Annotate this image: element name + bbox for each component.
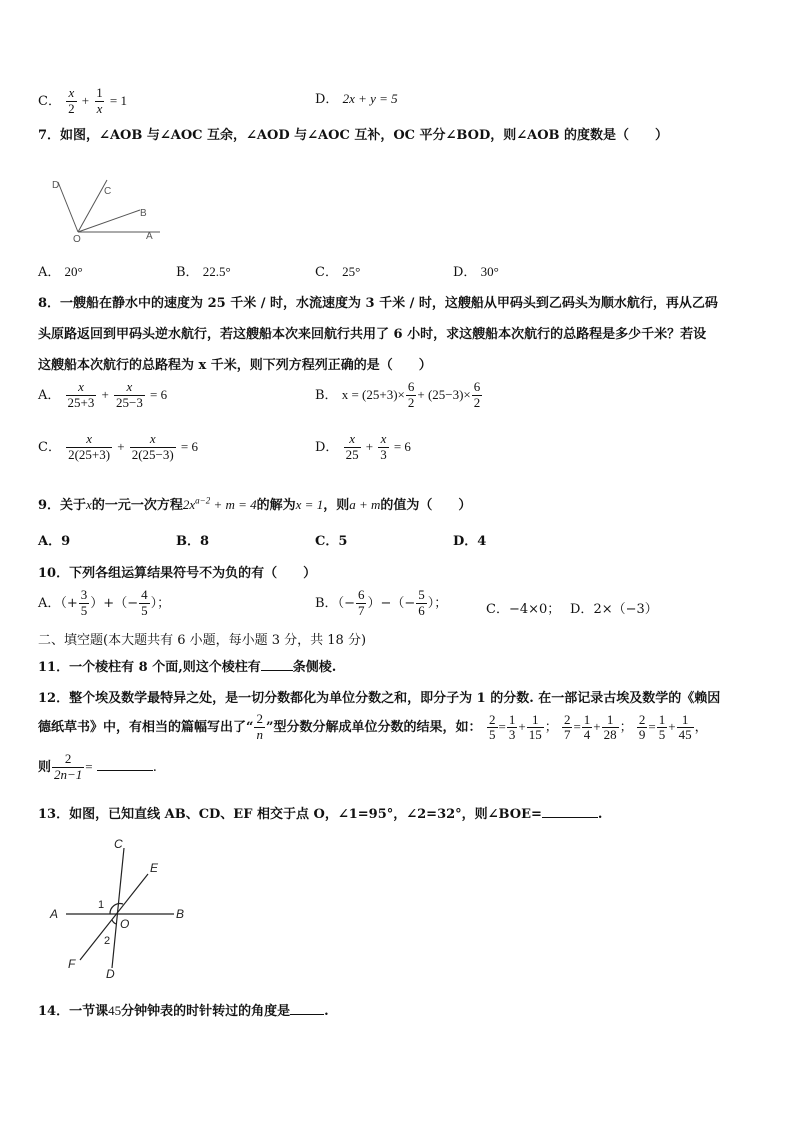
q8-stem-line2: 头原路返回到甲码头逆水航行，若这艘船本次来回航行共用了 6 小时，求这艘船本次航行的总路程是多少千米？若设 [38,327,707,342]
fraction: $\frac{1}{x}$ [96,85,103,116]
q7-option-c: C． 25° [315,264,361,280]
q9-stem: 9．关于x的一元一次方程$2x^{a-2} + m = 4$的解为x = 1，则a + m的值为（ ） [38,495,472,513]
answer-blank[interactable] [290,1014,324,1015]
q6-option-c: C． $\frac{x}{2}$ + $\frac{1}{x}$ = 1 [38,85,127,116]
q8-option-d: D． $\frac{x}{25}$ + $\frac{x}{3}$ = 6 [315,431,411,462]
label-a: A [146,231,153,242]
angle-1-label: 1 [98,899,105,911]
label-o: O [120,917,130,931]
label-e: E [150,861,159,875]
q7-stem: 7．如图，∠AOB 与∠AOC 互余，∠AOD 与∠AOC 互补，OC 平分∠BOD，则∠AOB 的度数是（ ） [38,128,669,143]
q10-stem: 10．下列各组运算结果符号不为负的有（ ） [38,566,317,581]
label-d: D [106,967,115,981]
q12-stem-line2: 德纸草书》中，有相当的篇幅写出了“ $\frac{2}{n}$ ”型分数分解成单位分数的结果，如： $\frac{2}{5}$ = $\frac{1}{3}$ + $\frac{1}{15}$ ； $\frac{2}{7}$ = $\frac{1}{4}$ + $\frac{1}{28}$ ； $\frac{2}{9}$ = $\frac{1}{5}$ + $\frac{1}{45}$ ， [38,711,708,743]
q10-option-d: D．2×（−3） [570,602,658,617]
q10-option-a: A．（+ $\frac{3}{5}$ ）+（− $\frac{4}{5}$ ）； [38,587,171,618]
label-c: C [114,837,123,851]
q6-option-d: D． 2x + y = 5 [315,91,398,107]
label-b: B [140,208,147,219]
label-a: A [50,907,59,921]
q13-stem: 13．如图，已知直线 AB、CD、EF 相交于点 O，∠1=95°，∠2=32°，则∠BOE= . [38,807,603,822]
label-b: B [176,907,185,921]
label-d: D [52,180,60,191]
example-1: $\frac{2}{5}$ = $\frac{1}{3}$ + $\frac{1}{15}$ ； [489,711,561,743]
answer-blank[interactable] [542,817,598,818]
q8-option-c: C． $\frac{x}{2(25+3)}$ + $\frac{x}{2(25-3)}$ = 6 [38,431,198,462]
answer-blank[interactable] [97,770,153,771]
q9-option-a: A．9 [38,534,71,549]
fraction: $\frac{x}{2}$ [68,85,75,116]
label-f: F [68,957,76,971]
q8-option-b: B． x = (25+3)× $\frac{6}{2}$ + (25−3)× $\frac{6}{2}$ [315,379,481,410]
q10-option-c: C．−4×0； [486,602,561,617]
q7-option-d: D． 30° [453,264,499,280]
q7-option-a: A． 20° [38,264,83,280]
q12-stem-line3: 则 $\frac{2}{2n-1}$ = . [38,751,157,782]
label-o: O [73,234,81,244]
q11-stem: 11．一个棱柱有 8 个面,则这个棱柱有 条侧棱. [38,660,337,675]
q9-option-c: C．5 [315,534,348,549]
label-c: C [104,186,112,197]
example-2: $\frac{2}{7}$ = $\frac{1}{4}$ + $\frac{1}{28}$ ； [563,711,636,743]
q8-stem-line1: 8．一艘船在静水中的速度为 25 千米 / 时，水流速度为 3 千米 / 时，这艘船从甲码头到乙码头为顺水航行，再从乙码 [38,296,718,311]
q14-stem: 14．一节课45分钟钟表的时针转过的角度是 . [38,1003,329,1019]
q9-option-b: B．8 [176,534,210,549]
example-3: $\frac{2}{9}$ = $\frac{1}{5}$ + $\frac{1}{45}$ ， [638,711,708,743]
q9-option-d: D．4 [453,534,487,549]
q7-option-b: B． 22.5° [176,264,231,280]
q8-stem-line3: 这艘船本次航行的总路程为 x 千米，则下列方程列正确的是（ ） [38,358,432,373]
section-title: 二、填空题(本大题共有 6 小题，每小题 3 分，共 18 分) [38,633,367,648]
q12-stem-line1: 12．整个埃及数学最特异之处，是一切分数都化为单位分数之和，即分子为 1 的分数. 在一部记录古埃及数学的《赖因 [38,691,721,706]
answer-blank[interactable] [261,670,293,671]
q10-option-b: B．（− $\frac{6}{7}$ ）−（− $\frac{5}{6}$ ）； [315,587,448,618]
angle-2-label: 2 [104,935,111,947]
q7-figure [40,172,170,244]
q13-figure [44,832,204,982]
q8-option-a: A． $\frac{x}{25+3}$ + $\frac{x}{25-3}$ = 6 [38,379,168,410]
